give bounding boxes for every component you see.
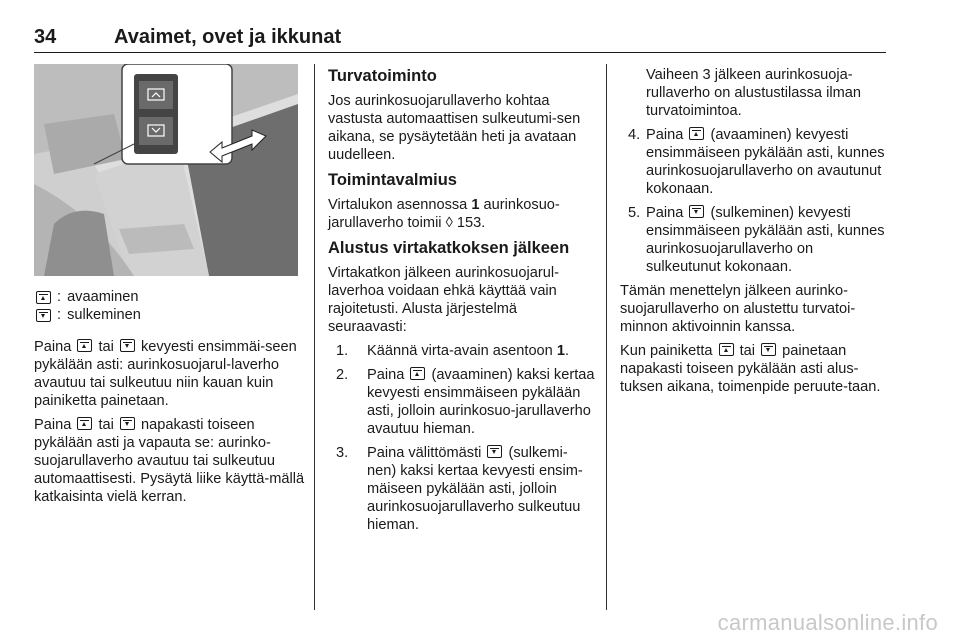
legend-open: : avaaminen: [34, 288, 306, 306]
paragraph: Jos aurinkosuojarullaverho kohtaa vastusta automaattisen sulkeutumi-sen aikana, se pysäytetään heti ja avataan uudelleen.: [328, 93, 581, 163]
section-heading-reset: Alustus virtakatkoksen jälkeen: [328, 239, 570, 257]
sunshade-open-icon: [36, 291, 51, 304]
sunshade-open-icon: [689, 127, 704, 140]
paragraph: Paina tai kevyesti ensimmäi-seen pykälään asti: aurinkosuojarul-laverho avautuu tai sulkeutuu niin kauan kuin painiketta painetaan.: [34, 339, 297, 409]
paragraph: Vaiheen 3 jälkeen aurinkosuoja-rullaverho on alustustilassa ilman turvatoimintoa.: [646, 67, 861, 119]
paragraph: Virtalukon asennossa 1 aurinkosuo-jarullaverho toimii ◊ 153.: [328, 197, 560, 231]
page-header: [34, 22, 886, 53]
page-reference-icon[interactable]: ◊: [445, 215, 453, 231]
legend-close-label: sulkeminen: [67, 307, 141, 323]
sunshade-open-icon: [719, 343, 734, 356]
section-heading-readiness: Toimintavalmius: [328, 171, 457, 189]
list-item: 4. Paina (avaaminen) kevyesti ensimmäiseen pykälään asti, kunnes aurinkosuojarullaverho on avautunut kokonaan.: [628, 127, 885, 197]
list-item: 1. Käännä virta-avain asentoon 1.: [336, 343, 570, 359]
sunshade-open-icon: [77, 417, 92, 430]
column-1: [34, 288, 306, 512]
watermark: carmanualsonline.info: [717, 610, 938, 635]
paragraph: Virtakatkon jälkeen aurinkosuojarul-laverhoa voidaan ehkä käyttää vain rajoitetusti. Alusta järjestelmä seuraavasti:: [328, 265, 559, 335]
sunshade-open-icon: [410, 367, 425, 380]
sunshade-close-icon: [120, 417, 135, 430]
reset-steps-continued: [620, 126, 888, 276]
sunshade-close-icon: [761, 343, 776, 356]
column-3: [620, 66, 888, 402]
page-number: 34: [34, 26, 57, 48]
legend-close: : sulkeminen: [34, 306, 306, 324]
legend-open-label: avaaminen: [67, 289, 139, 305]
chapter-title: Avaimet, ovet ja ikkunat: [114, 26, 342, 48]
sunshade-close-icon: [487, 445, 502, 458]
paragraph: Tämän menettelyn jälkeen aurinko-suojarullaverho on alustettu turvatoi-minnon aktivoinnin kanssa.: [620, 283, 856, 335]
sunshade-close-icon: [120, 339, 135, 352]
button-legend: [34, 288, 306, 324]
list-item: 2. Paina (avaaminen) kaksi kertaa kevyesti ensimmäiseen pykälään asti, jolloin aurinkosuo-jarullaverho avautuu hieman.: [336, 367, 595, 437]
sunshade-open-icon: [77, 339, 92, 352]
reset-steps: [328, 342, 596, 534]
paragraph: Kun painiketta tai painetaan napakasti toiseen pykälään asti alus-tuksen aikana, toimenpide peruute-taan.: [620, 343, 881, 395]
sunshade-close-icon: [689, 205, 704, 218]
list-item: 5. Paina (sulkeminen) kevyesti ensimmäiseen pykälään asti, kunnes aurinkosuojarullaverho on sulkeutunut kokonaan.: [628, 205, 885, 275]
column-divider-left: [314, 64, 315, 610]
column-2: [328, 66, 596, 540]
list-item: 3. Paina välittömästi (sulkemi-nen) kaksi kertaa kevyesti ensim-mäiseen pykälään asti, jolloin aurinkosuojarullaverho sulkeutuu hieman.: [336, 445, 583, 533]
section-heading-safety: Turvatoiminto: [328, 67, 437, 85]
sunshade-illustration: [34, 64, 298, 276]
sunshade-close-icon: [36, 309, 51, 322]
paragraph: Paina tai napakasti toiseen pykälään asti ja vapauta se: aurinko-suojarullaverho avautuu tai sulkeutuu automaattisesti. Pysäytä liike käyttä-mällä katkaisinta vielä kerran.: [34, 417, 305, 505]
column-divider-right: [606, 64, 607, 610]
